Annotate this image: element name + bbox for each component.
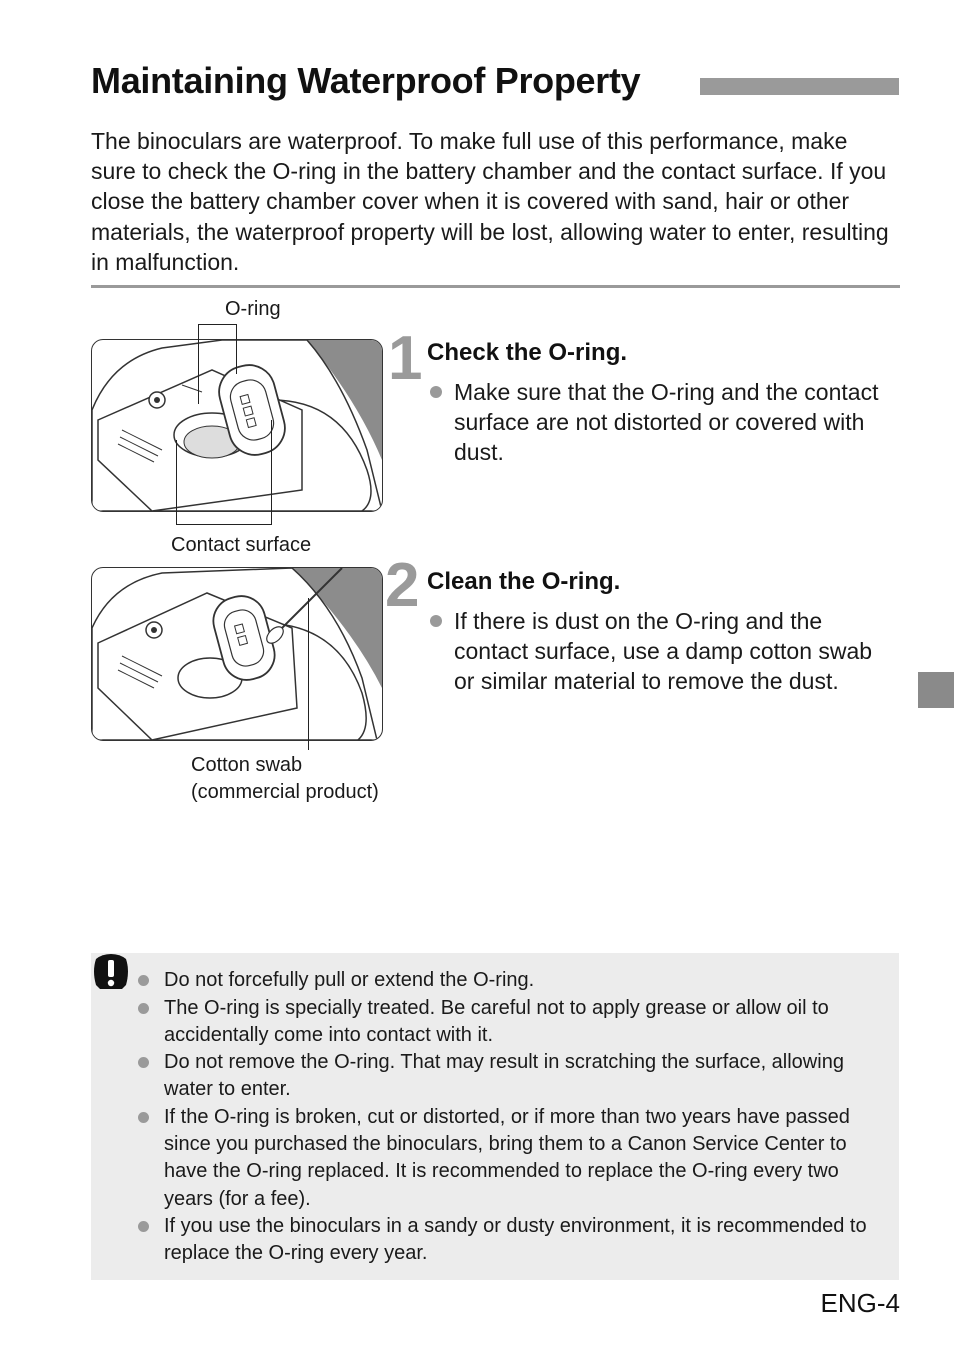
step-number-2: 2: [385, 551, 418, 620]
step-number-1: 1: [388, 324, 421, 393]
caution-item: If the O-ring is broken, cut or distorted, or if more than two years have passed since you purchased the binoculars, bring them to a Canon Service Center to have the O-ring replaced. It is recommended to replace the O-ring every two years (for a fee).: [164, 1106, 850, 1210]
page-number: ENG-4: [820, 1288, 900, 1318]
oring-leader-line: [236, 324, 237, 374]
section-tab-marker: [918, 672, 954, 708]
bullet-icon: [138, 1003, 149, 1014]
page-title: Maintaining Waterproof Property: [91, 60, 641, 101]
caution-item: Do not forcefully pull or extend the O-ring.: [164, 969, 535, 991]
bullet-icon: [138, 1112, 149, 1123]
figure-clean-oring: [91, 567, 383, 741]
bullet-icon: [430, 386, 442, 398]
caution-item: Do not remove the O-ring. That may result in scratching the surface, allowing water to enter.: [164, 1051, 844, 1101]
cotton-swab-label: Cotton swab: [191, 754, 303, 776]
contact-surface-leader-line: [176, 524, 272, 525]
caution-icon: [90, 953, 132, 998]
cotton-swab-cleaning-illustration: [92, 568, 382, 740]
step-text-2: If there is dust on the O-ring and the contact surface, use a damp cotton swab or similar material to remove the dust.: [454, 608, 873, 695]
figure-check-oring: [91, 339, 383, 512]
step-title-2: Clean the O-ring.: [427, 568, 621, 595]
caution-item: If you use the binoculars in a sandy or dusty environment, it is recommended to replace the O-ring every year.: [164, 1215, 867, 1265]
intro-paragraph: The binoculars are waterproof. To make full use of this performance, make sure to check the O-ring in the battery chamber and the contact surface. If you close the battery chamber cover when it is covered with sand, hair or other materials, the waterproof property will be lost, allowing water to enter, resulting in malfunction.: [91, 128, 889, 275]
bullet-icon: [138, 1057, 149, 1068]
bullet-icon: [138, 1221, 149, 1232]
contact-surface-leader-line: [271, 420, 272, 525]
oring-label: O-ring: [225, 298, 281, 320]
title-decoration-bar: [700, 78, 899, 95]
oring-leader-line: [198, 324, 199, 404]
contact-surface-leader-line: [176, 440, 177, 525]
cotton-swab-label-note: (commercial product): [191, 781, 379, 803]
contact-surface-label: Contact surface: [171, 534, 312, 556]
binocular-battery-chamber-illustration: [92, 340, 382, 511]
bullet-icon: [430, 615, 442, 627]
oring-leader-line: [198, 324, 236, 325]
cotton-swab-leader-line: [308, 598, 309, 750]
step-text-1: Make sure that the O-ring and the contact surface are not distorted or covered with dust.: [454, 379, 879, 466]
step-title-1: Check the O-ring.: [427, 339, 628, 366]
bullet-icon: [138, 975, 149, 986]
caution-item: The O-ring is specially treated. Be careful not to apply grease or allow oil to accidentally come into contact with it.: [164, 997, 829, 1047]
section-divider: [91, 285, 900, 288]
